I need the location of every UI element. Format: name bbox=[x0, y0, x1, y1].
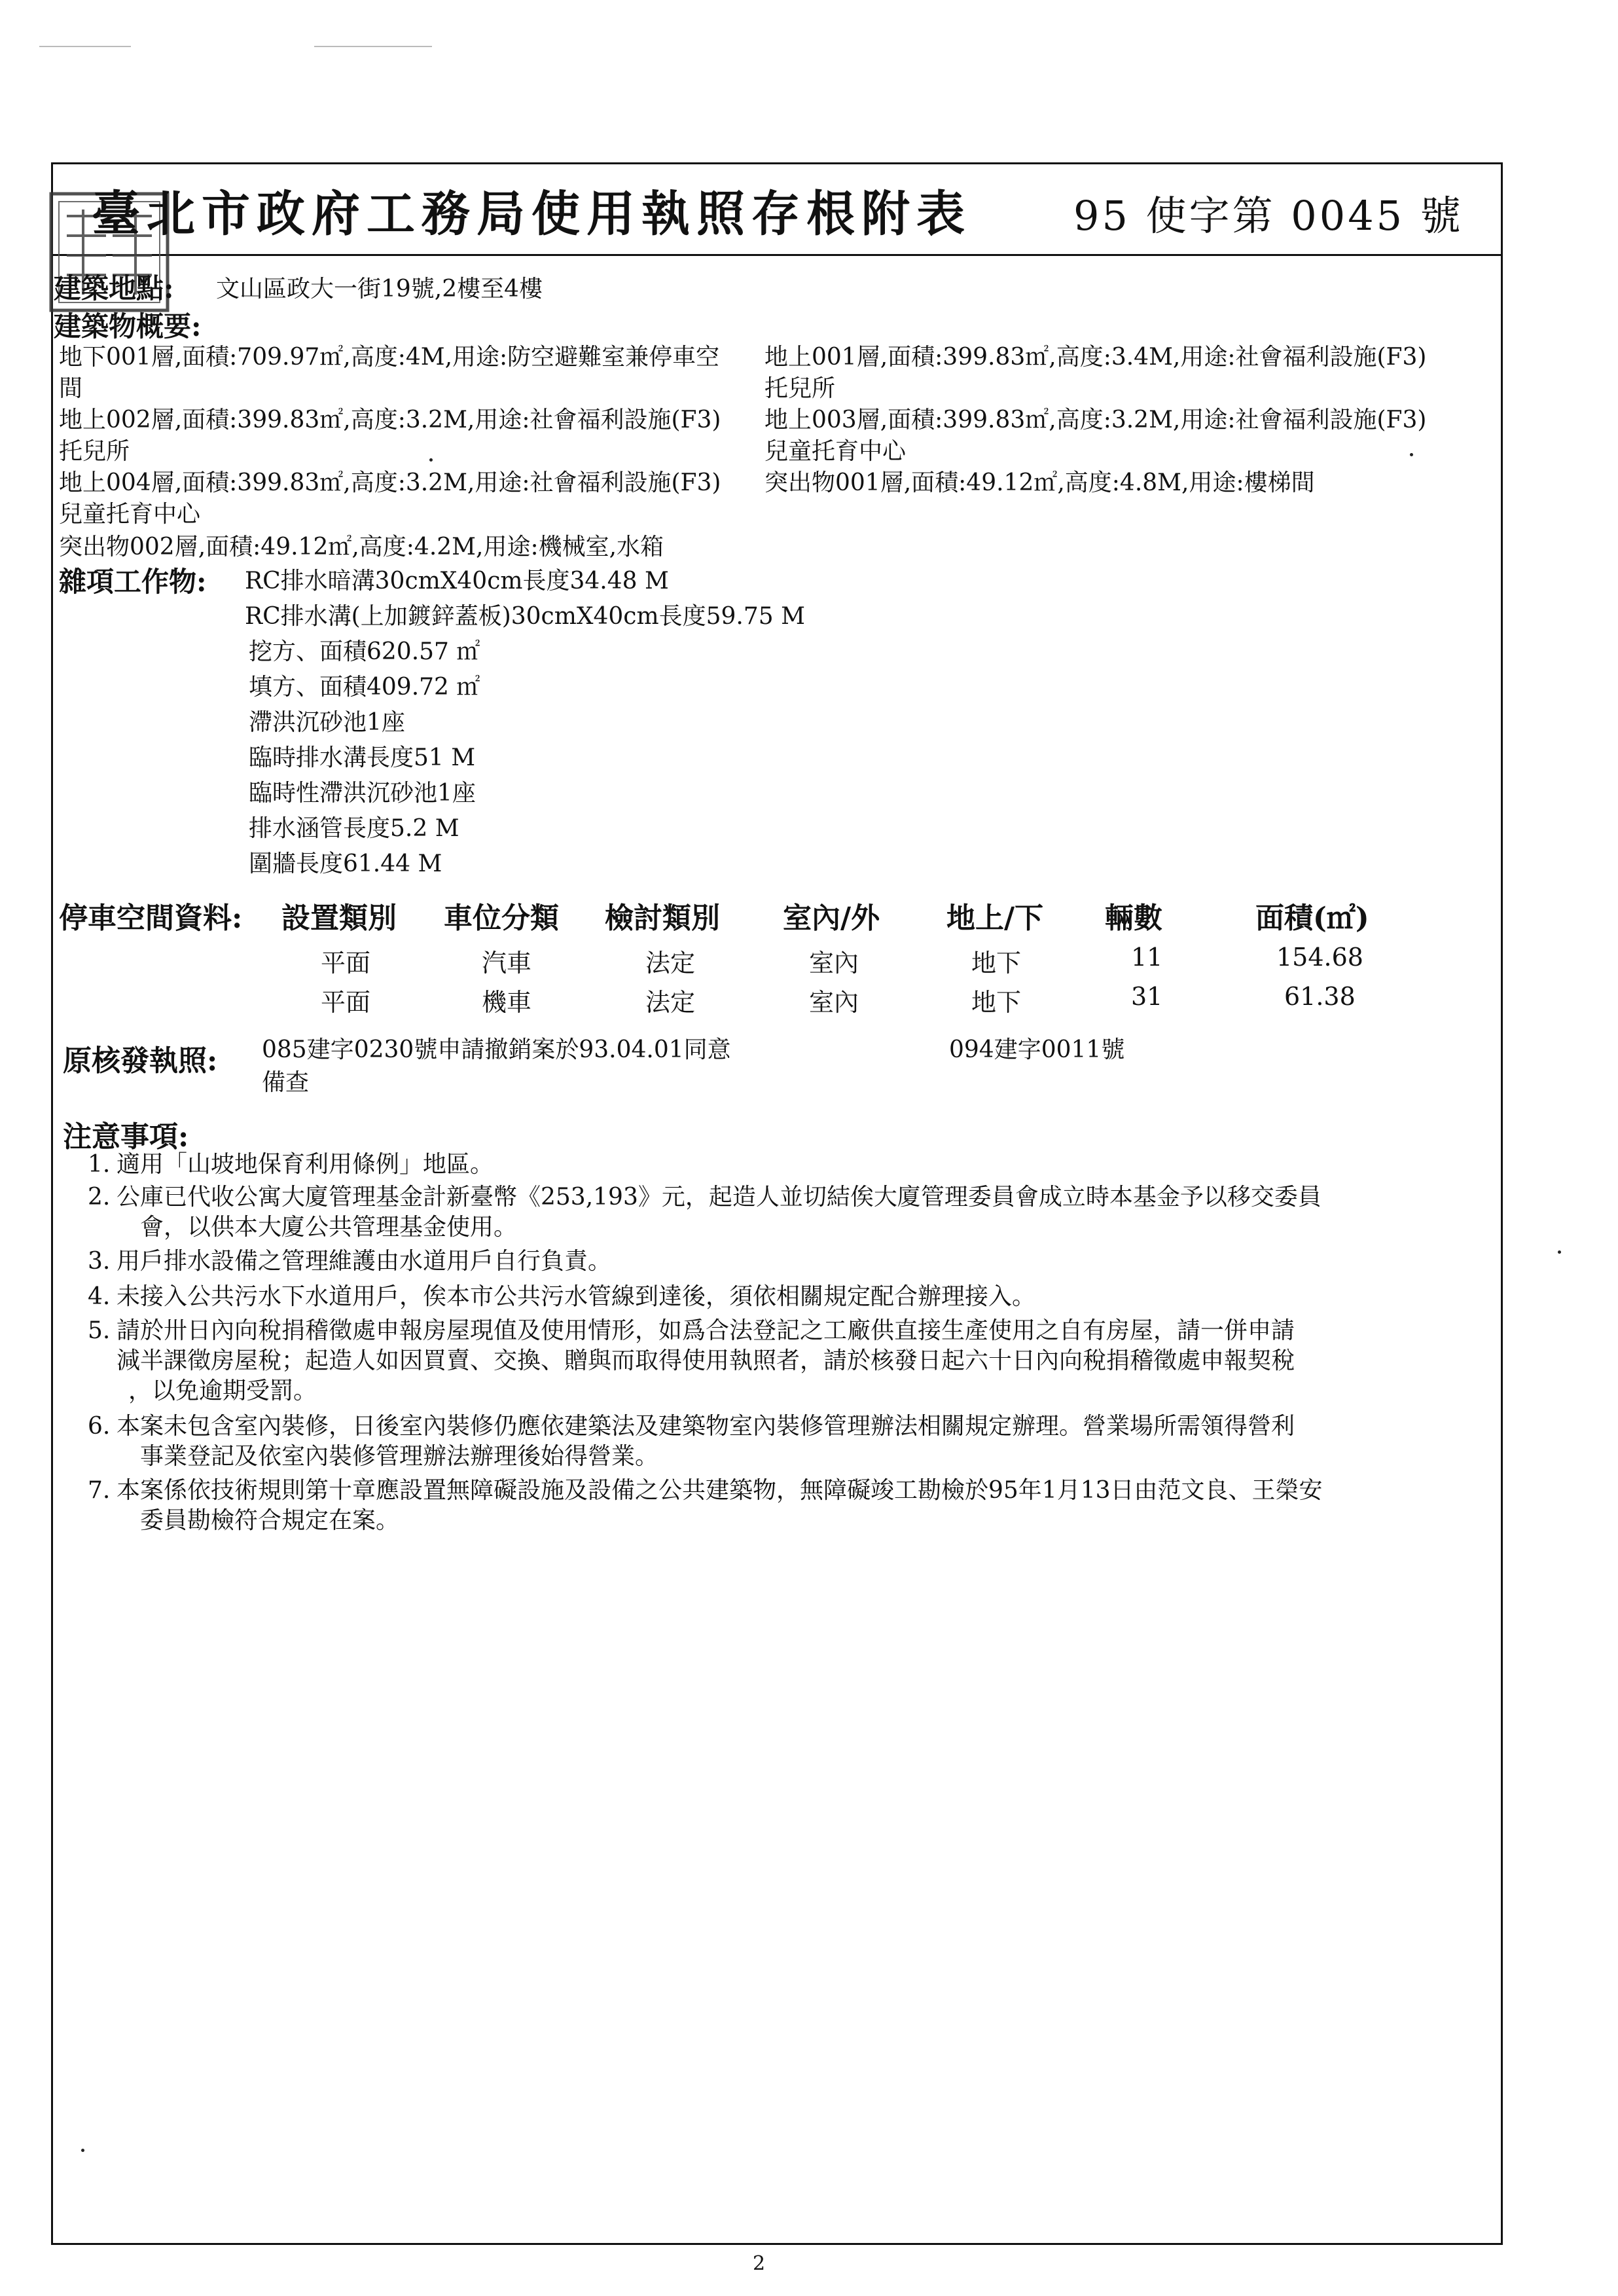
overview-left-line: 突出物002層,面積:49.12㎡,高度:4.2M,用途:機械室,水箱 bbox=[59, 534, 664, 560]
overview-right-line: 托兒所 bbox=[764, 375, 836, 402]
document-title: 臺北市政府工務局使用執照存根附表 bbox=[92, 186, 971, 242]
original-permit-label: 原核發執照: bbox=[63, 1044, 218, 1078]
misc-works-item: 臨時排水溝長度51 M bbox=[249, 744, 476, 771]
parking-header: 地上/下 bbox=[946, 902, 1044, 935]
note-line: 委員勘檢符合規定在案。 bbox=[140, 1507, 400, 1534]
overview-left-line: 間 bbox=[59, 375, 83, 402]
parking-cell: 機車 bbox=[482, 988, 532, 1017]
parking-cell: 法定 bbox=[645, 988, 696, 1017]
parking-cell: 平面 bbox=[321, 949, 371, 977]
frame-bottom-rule bbox=[51, 2243, 1503, 2245]
scan-artifact bbox=[39, 46, 131, 47]
note-line: 本案未包含室內裝修，日後室內裝修仍應依建築法及建築物室內裝修管理辦法相關規定辦理。營業場所需領得營利 bbox=[117, 1413, 1295, 1440]
misc-works-item: RC排水暗溝30cmX40cm長度34.48 M bbox=[245, 568, 669, 594]
original-permit-line2: 備查 bbox=[262, 1069, 310, 1096]
parking-cell: 室內 bbox=[809, 988, 859, 1017]
overview-right-line: 地上003層,面積:399.83㎡,高度:3.2M,用途:社會福利設施(F3) bbox=[764, 407, 1427, 433]
note-line: 會，以供本大廈公共管理基金使用。 bbox=[140, 1214, 518, 1241]
overview-left-line: 托兒所 bbox=[59, 438, 130, 465]
note-number: 6. bbox=[88, 1413, 111, 1440]
title-divider bbox=[51, 254, 1503, 256]
location-label: 建築地點: bbox=[54, 272, 174, 304]
misc-works-item: 排水涵管長度5.2 M bbox=[249, 815, 459, 842]
parking-header: 設置類別 bbox=[281, 902, 397, 935]
misc-works-item: RC排水溝(上加鍍鋅蓋板)30cmX40cm長度59.75 M bbox=[245, 603, 805, 630]
note-number: 2. bbox=[88, 1184, 111, 1211]
notes-label: 注意事項: bbox=[63, 1120, 189, 1154]
parking-header: 室內/外 bbox=[783, 902, 880, 935]
note-line: 本案係依技術規則第十章應設置無障礙設施及設備之公共建築物，無障礙竣工勘檢於95年1月13日由范文良、王榮安 bbox=[117, 1477, 1323, 1504]
note-line: ，以免逾期受罰。 bbox=[128, 1377, 317, 1404]
parking-cell: 31 bbox=[1131, 982, 1163, 1011]
note-number: 4. bbox=[88, 1283, 111, 1310]
misc-works-item: 圍牆長度61.44 M bbox=[249, 850, 442, 877]
note-line: 公庫已代收公寓大廈管理基金計新臺幣《253,193》元，起造人並切結俟大廈管理委員會成立時本基金予以移交委員 bbox=[117, 1184, 1321, 1211]
note-number: 1. bbox=[88, 1151, 111, 1178]
parking-cell: 地下 bbox=[971, 949, 1022, 977]
location-value: 文山區政大一街19號,2樓至4樓 bbox=[216, 276, 543, 302]
parking-header: 檢討類別 bbox=[605, 902, 720, 935]
parking-cell: 地下 bbox=[971, 988, 1022, 1017]
overview-left-line: 地下001層,面積:709.97㎡,高度:4M,用途:防空避難室兼停車空 bbox=[59, 344, 720, 371]
overview-right-line: 突出物001層,面積:49.12㎡,高度:4.8M,用途:樓梯間 bbox=[764, 469, 1315, 496]
parking-header: 輛數 bbox=[1105, 902, 1162, 935]
note-line: 請於卅日內向稅捐稽徵處申報房屋現值及使用情形，如爲合法登記之工廠供直接生產使用之自有房屋，請一併申請 bbox=[117, 1317, 1295, 1344]
scan-speck bbox=[1558, 1250, 1561, 1254]
permit-number: 95 使字第 0045 號 bbox=[1073, 192, 1464, 240]
note-number: 5. bbox=[88, 1317, 111, 1344]
misc-works-item: 滯洪沉砂池1座 bbox=[249, 709, 405, 736]
scan-speck bbox=[1410, 453, 1413, 456]
overview-left-line: 兒童托育中心 bbox=[59, 501, 201, 528]
note-line: 適用「山坡地保育利用條例」地區。 bbox=[117, 1151, 494, 1178]
overview-label: 建築物概要: bbox=[54, 310, 202, 342]
overview-left-line: 地上004層,面積:399.83㎡,高度:3.2M,用途:社會福利設施(F3) bbox=[59, 469, 721, 496]
parking-cell: 室內 bbox=[809, 949, 859, 977]
note-line: 未接入公共污水下水道用戶，俟本市公共污水管線到達後，須依相關規定配合辦理接入。 bbox=[117, 1283, 1036, 1310]
overview-right-line: 兒童托育中心 bbox=[764, 438, 907, 465]
misc-works-item: 挖方、面積620.57 ㎡ bbox=[249, 638, 480, 665]
overview-right-line: 地上001層,面積:399.83㎡,高度:3.4M,用途:社會福利設施(F3) bbox=[764, 344, 1427, 371]
scan-speck bbox=[81, 2149, 84, 2152]
overview-left-line: 地上002層,面積:399.83㎡,高度:3.2M,用途:社會福利設施(F3) bbox=[59, 407, 721, 433]
note-line: 減半課徵房屋稅；起造人如因買賣、交換、贈與而取得使用執照者，請於核發日起六十日內向稅捐稽徵處申報契稅 bbox=[117, 1347, 1295, 1374]
note-number: 3. bbox=[88, 1248, 111, 1275]
parking-header: 車位分類 bbox=[444, 902, 559, 935]
parking-cell: 154.68 bbox=[1276, 943, 1363, 972]
parking-cell: 11 bbox=[1131, 943, 1163, 972]
original-permit-line1: 085建字0230號申請撤銷案於93.04.01同意 bbox=[262, 1036, 731, 1063]
scan-speck bbox=[429, 458, 433, 462]
original-permit-right: 094建字0011號 bbox=[949, 1036, 1125, 1063]
misc-works-label: 雜項工作物: bbox=[59, 566, 207, 598]
parking-header: 面積(㎡) bbox=[1255, 902, 1369, 935]
parking-cell: 61.38 bbox=[1284, 982, 1356, 1011]
page-number: 2 bbox=[753, 2252, 766, 2275]
note-number: 7. bbox=[88, 1477, 111, 1504]
note-line: 用戶排水設備之管理維護由水道用戶自行負責。 bbox=[117, 1248, 612, 1275]
parking-cell: 汽車 bbox=[482, 949, 532, 977]
parking-cell: 法定 bbox=[645, 949, 696, 977]
misc-works-item: 填方、面積409.72 ㎡ bbox=[249, 674, 480, 701]
parking-cell: 平面 bbox=[321, 988, 371, 1017]
parking-label: 停車空間資料: bbox=[59, 902, 243, 935]
note-line: 事業登記及依室內裝修管理辦法辦理後始得營業。 bbox=[140, 1443, 659, 1470]
misc-works-item: 臨時性滯洪沉砂池1座 bbox=[249, 780, 476, 807]
scan-artifact bbox=[314, 46, 432, 47]
